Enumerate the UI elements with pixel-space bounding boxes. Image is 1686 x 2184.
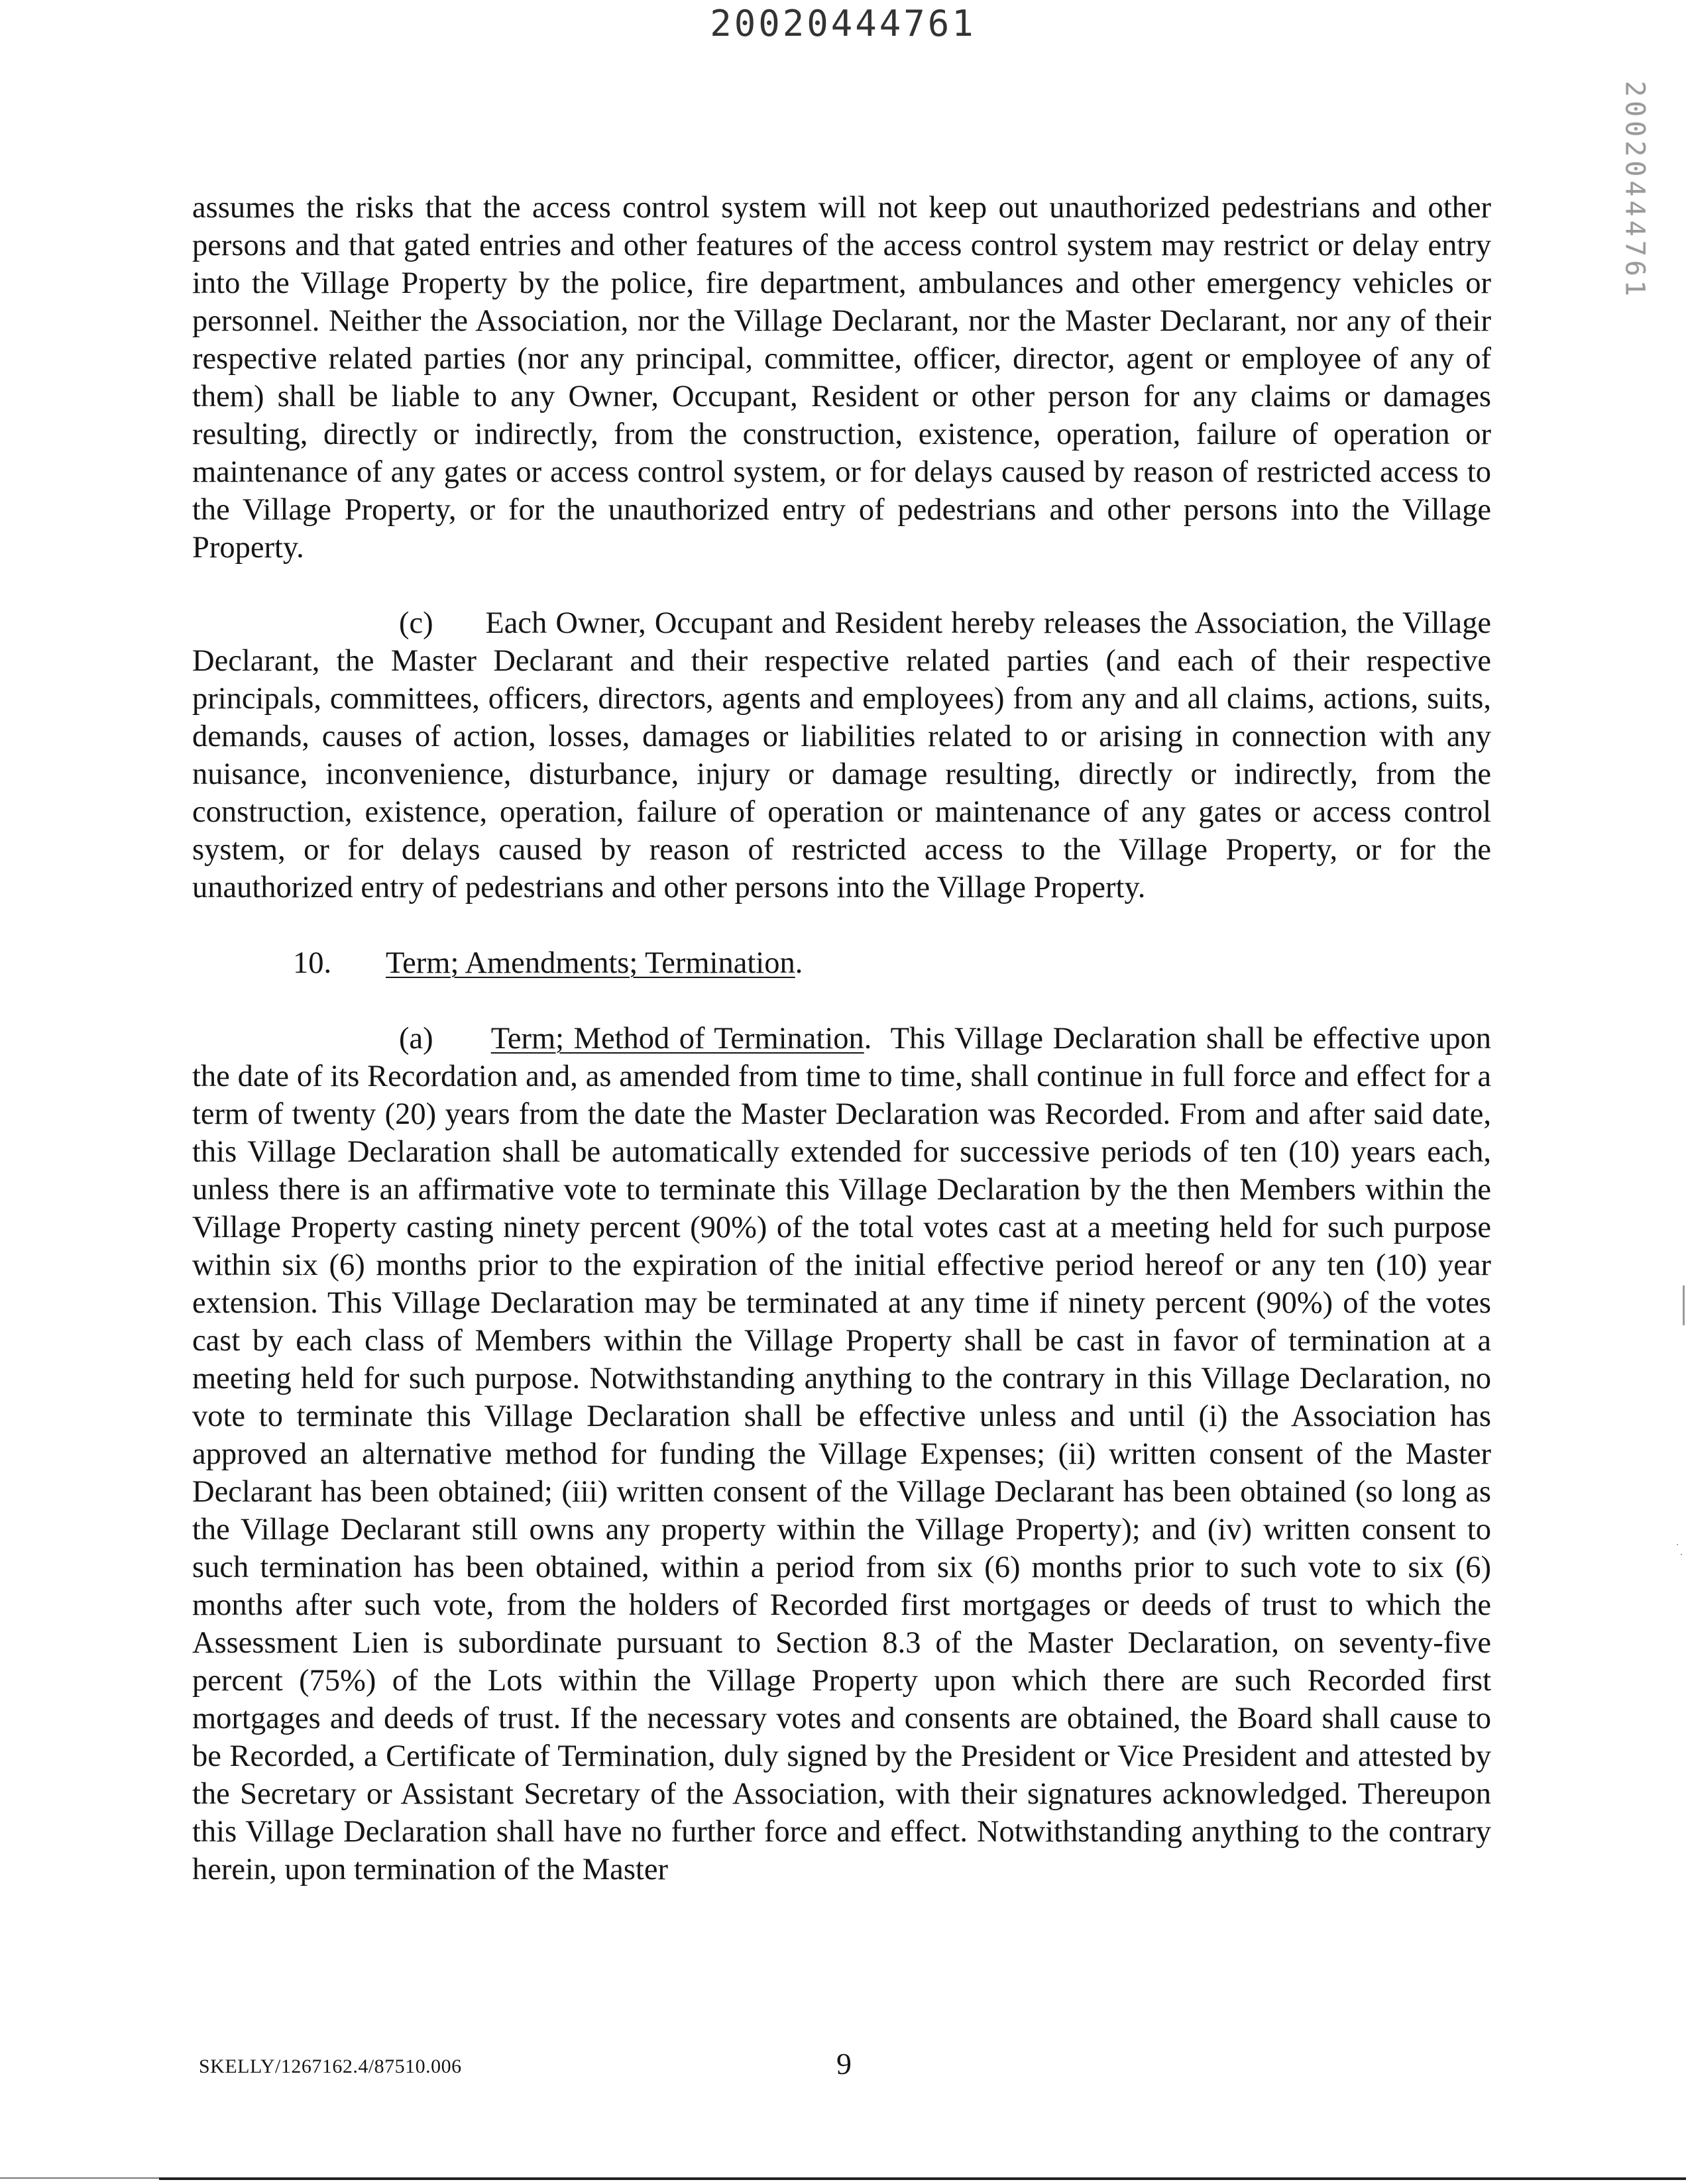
footer-page-number: 9 xyxy=(836,2047,852,2081)
paragraph-a-text: This Village Declaration shall be effective upon the date of its Recordation and, as amended from time to time, shall continue in full force and effect for a term of twenty (20) years from the date the Master Declaration was Recorded. From and after said date, this Village Declaration shall be automatically extended for successive periods of ten (10) years each, unless there is an affirmative vote to terminate this Village Declaration by the then Members within the Village Property casting ninety percent (90%) of the total votes cast at a meeting held for such purpose within six (6) months prior to the expiration of the initial effective period hereof or any ten (10) year extension. This Village Declaration may be terminated at any time if ninety percent (90%) of the votes cast by each class of Members within the Village Property shall be cast in favor of termination at a meeting held for such purpose. Notwithstanding anything to the contrary in this Village Declaration, no vote to terminate this Village Declaration shall be effective unless and until (i) the Association has approved an alternative method for funding the Village Expenses; (ii) written consent of the Master Declarant has been obtained; (iii) written consent of the Village Declarant has been obtained (so long as the Village Declarant still owns any property within the Village Property); and (iv) written consent to such termination has been obtained, within a period from six (6) months prior to such vote to six (6) months after such vote, from the holders of Recorded first mortgages or deeds of trust to which the Assessment Lien is subordinate pursuant to Section 8.3 of the Master Declaration, on seventy-five percent (75%) of the Lots within the Village Property upon which there are such Recorded first mortgages and deeds of trust. If the necessary votes and consents are obtained, the Board shall cause to be Recorded, a Certificate of Termination, duly signed by the President or Vice President and attested by the Secretary or Assistant Secretary of the Association, with their signatures acknowledged. Thereupon this Village Declaration shall have no further force and effect. Notwithstanding anything to the contrary herein, upon termination of the Master xyxy=(192,1022,1491,1886)
section-10-title: Term; Amendments; Termination xyxy=(386,946,795,980)
side-stamp-text: 20020444761 xyxy=(1620,81,1650,300)
scan-speck xyxy=(1681,1554,1682,1555)
scan-edge-mark xyxy=(1683,1285,1685,1325)
paragraph-continuation: assumes the risks that the access control system will not keep out unauthorized pedestrians and other persons and that gated entries and other features of the access control system may restrict or delay entry into the Village Property by the police, fire department, ambulances and other emergency vehicles or personnel. Neither the Association, nor the Village Declarant, nor the Master Declarant, nor any of their respective related parties (nor any principal, committee, officer, director, agent or employee of any of them) shall be liable to any Owner, Occupant, Resident or other person for any claims or damages resulting, directly or indirectly, from the construction, existence, operation, failure of operation or maintenance of any gates or access control system, or for delays caused by reason of restricted access to the Village Property, or for the unauthorized entry of pedestrians and other persons into the Village Property. xyxy=(192,191,1491,565)
paragraph-a-title-period: . xyxy=(864,1022,872,1056)
paragraph-a xyxy=(192,1020,1491,1888)
paragraph-a-title: Term; Method of Termination xyxy=(490,1022,864,1056)
bottom-edge-line-left xyxy=(0,2177,159,2179)
section-10-heading xyxy=(192,944,1491,982)
document-number-header: 20020444761 xyxy=(710,3,976,44)
section-10-number: 10. xyxy=(293,946,332,980)
document-body xyxy=(192,189,1491,1888)
scan-speck xyxy=(1677,1544,1678,1545)
bottom-edge-line xyxy=(159,2177,1686,2180)
paragraph-c-label: (c) xyxy=(399,606,433,640)
paragraph-c-text: Each Owner, Occupant and Resident hereby releases the Association, the Village Declarant, the Master Declarant and their respective related parties (and each of their respective principals, committees, officers, directors, agents and employees) from any and all claims, actions, suits, demands, causes of action, losses, damages or liabilities related to or arising in connection with any nuisance, inconvenience, disturbance, injury or damage resulting, directly or indirectly, from the construction, existence, operation, failure of operation or maintenance of any gates or access control system, or for delays caused by reason of restricted access to the Village Property, or for the unauthorized entry of pedestrians and other persons into the Village Property. xyxy=(192,606,1491,904)
paragraph-c xyxy=(192,604,1491,906)
paragraph-a-label: (a) xyxy=(399,1022,433,1056)
footer-document-reference: SKELLY/1267162.4/87510.006 xyxy=(199,2055,462,2077)
section-10-title-period: . xyxy=(795,946,803,980)
side-recording-stamp xyxy=(1528,81,1686,300)
